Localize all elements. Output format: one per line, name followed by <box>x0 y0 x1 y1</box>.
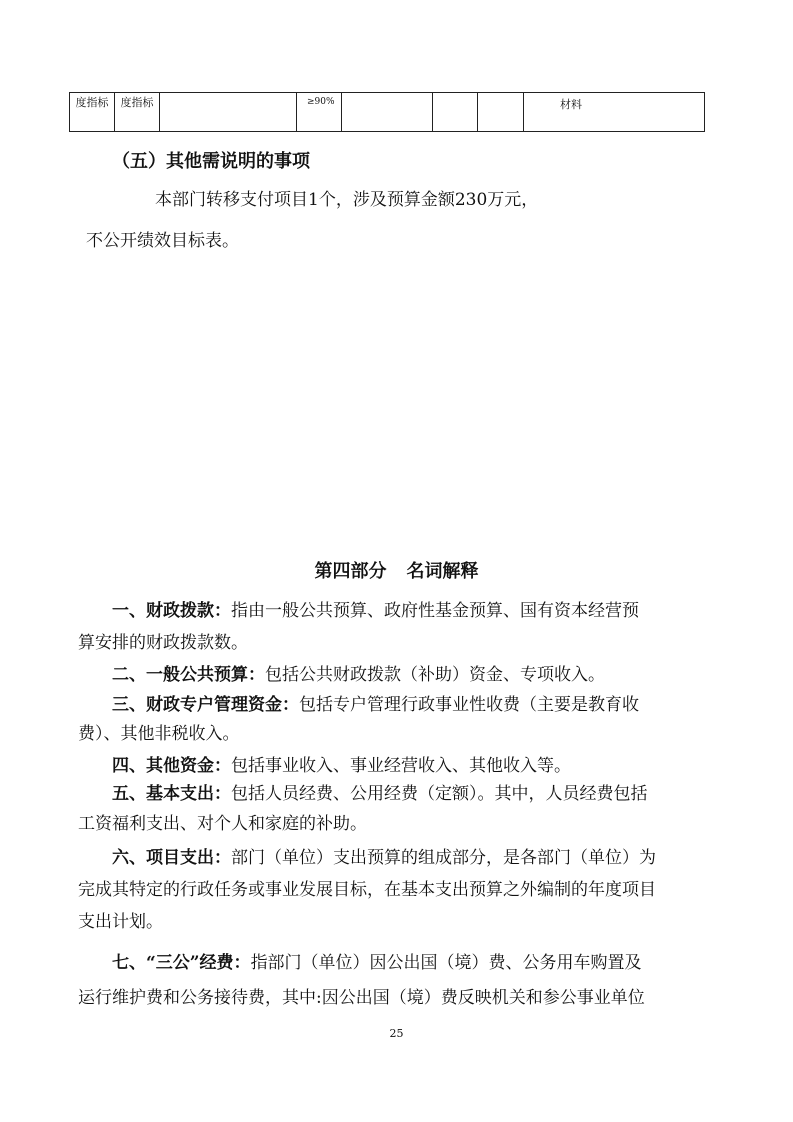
term-label: 五、基本支出： <box>112 784 231 804</box>
table-cell <box>342 93 433 132</box>
table-cell <box>433 93 478 132</box>
term-paragraph-line <box>78 778 742 810</box>
term-paragraph-line <box>78 947 742 979</box>
table-cell <box>478 93 524 132</box>
section-paragraph-line: 本部门转移支付项目1个，涉及预算金额230万元， <box>155 190 539 210</box>
table-cell: 材料 <box>524 93 705 132</box>
part-label: 第四部分 <box>314 561 387 582</box>
term-text: 包括事业收入、事业经营收入、其他收入等。 <box>231 756 571 776</box>
term-label: 六、项目支出： <box>112 848 231 868</box>
term-paragraph-line: 费）、其他非税收入。 <box>78 724 240 744</box>
term-text: 部门（单位）支出预算的组成部分，是各部门（单位）为 <box>231 848 656 868</box>
table-cell: 度指标 <box>70 93 115 132</box>
term-paragraph-line: 支出计划。 <box>78 912 163 932</box>
table-row <box>70 93 705 132</box>
term-label: 二、一般公共预算： <box>112 665 265 685</box>
part-title <box>0 557 793 583</box>
table-cell: 度指标 <box>115 93 160 132</box>
term-paragraph-line: 算安排的财政拨款数。 <box>78 633 248 653</box>
term-paragraph-line <box>78 842 742 874</box>
section-paragraph-line: 不公开绩效目标表。 <box>86 231 239 251</box>
term-text: 指由一般公共预算、政府性基金预算、国有资本经营预 <box>231 601 639 621</box>
term-label: 一、财政拨款： <box>112 601 231 621</box>
term-text: 包括公共财政拨款（补助）资金、专项收入。 <box>265 665 605 685</box>
term-label: 七、“三公”经费： <box>112 953 251 973</box>
term-paragraph-line <box>78 659 742 691</box>
term-text: 指部门（单位）因公出国（境）费、公务用车购置及 <box>250 953 642 973</box>
page-number: 25 <box>389 1027 404 1040</box>
term-paragraph-line <box>78 595 742 627</box>
term-paragraph-line: 完成其特定的行政任务或事业发展目标，在基本支出预算之外编制的年度项目 <box>78 880 656 900</box>
part-name: 名词解释 <box>406 561 479 582</box>
table-cell <box>160 93 297 132</box>
section-heading: （五）其他需说明的事项 <box>112 151 310 172</box>
term-paragraph-line <box>78 689 742 721</box>
term-paragraph-line: 运行维护费和公务接待费，其中:因公出国（境）费反映机关和参公事业单位 <box>78 988 645 1008</box>
indicator-table-fragment <box>69 92 705 132</box>
term-text: 包括人员经费、公用经费（定额）。其中，人员经费包括 <box>231 784 648 804</box>
term-paragraph-line: 工资福利支出、对个人和家庭的补助。 <box>78 814 367 834</box>
term-label: 三、财政专户管理资金： <box>112 695 299 715</box>
term-label: 四、其他资金： <box>112 756 231 776</box>
table-cell: ≥90% <box>297 93 342 132</box>
term-text: 包括专户管理行政事业性收费（主要是教育收 <box>299 695 639 715</box>
